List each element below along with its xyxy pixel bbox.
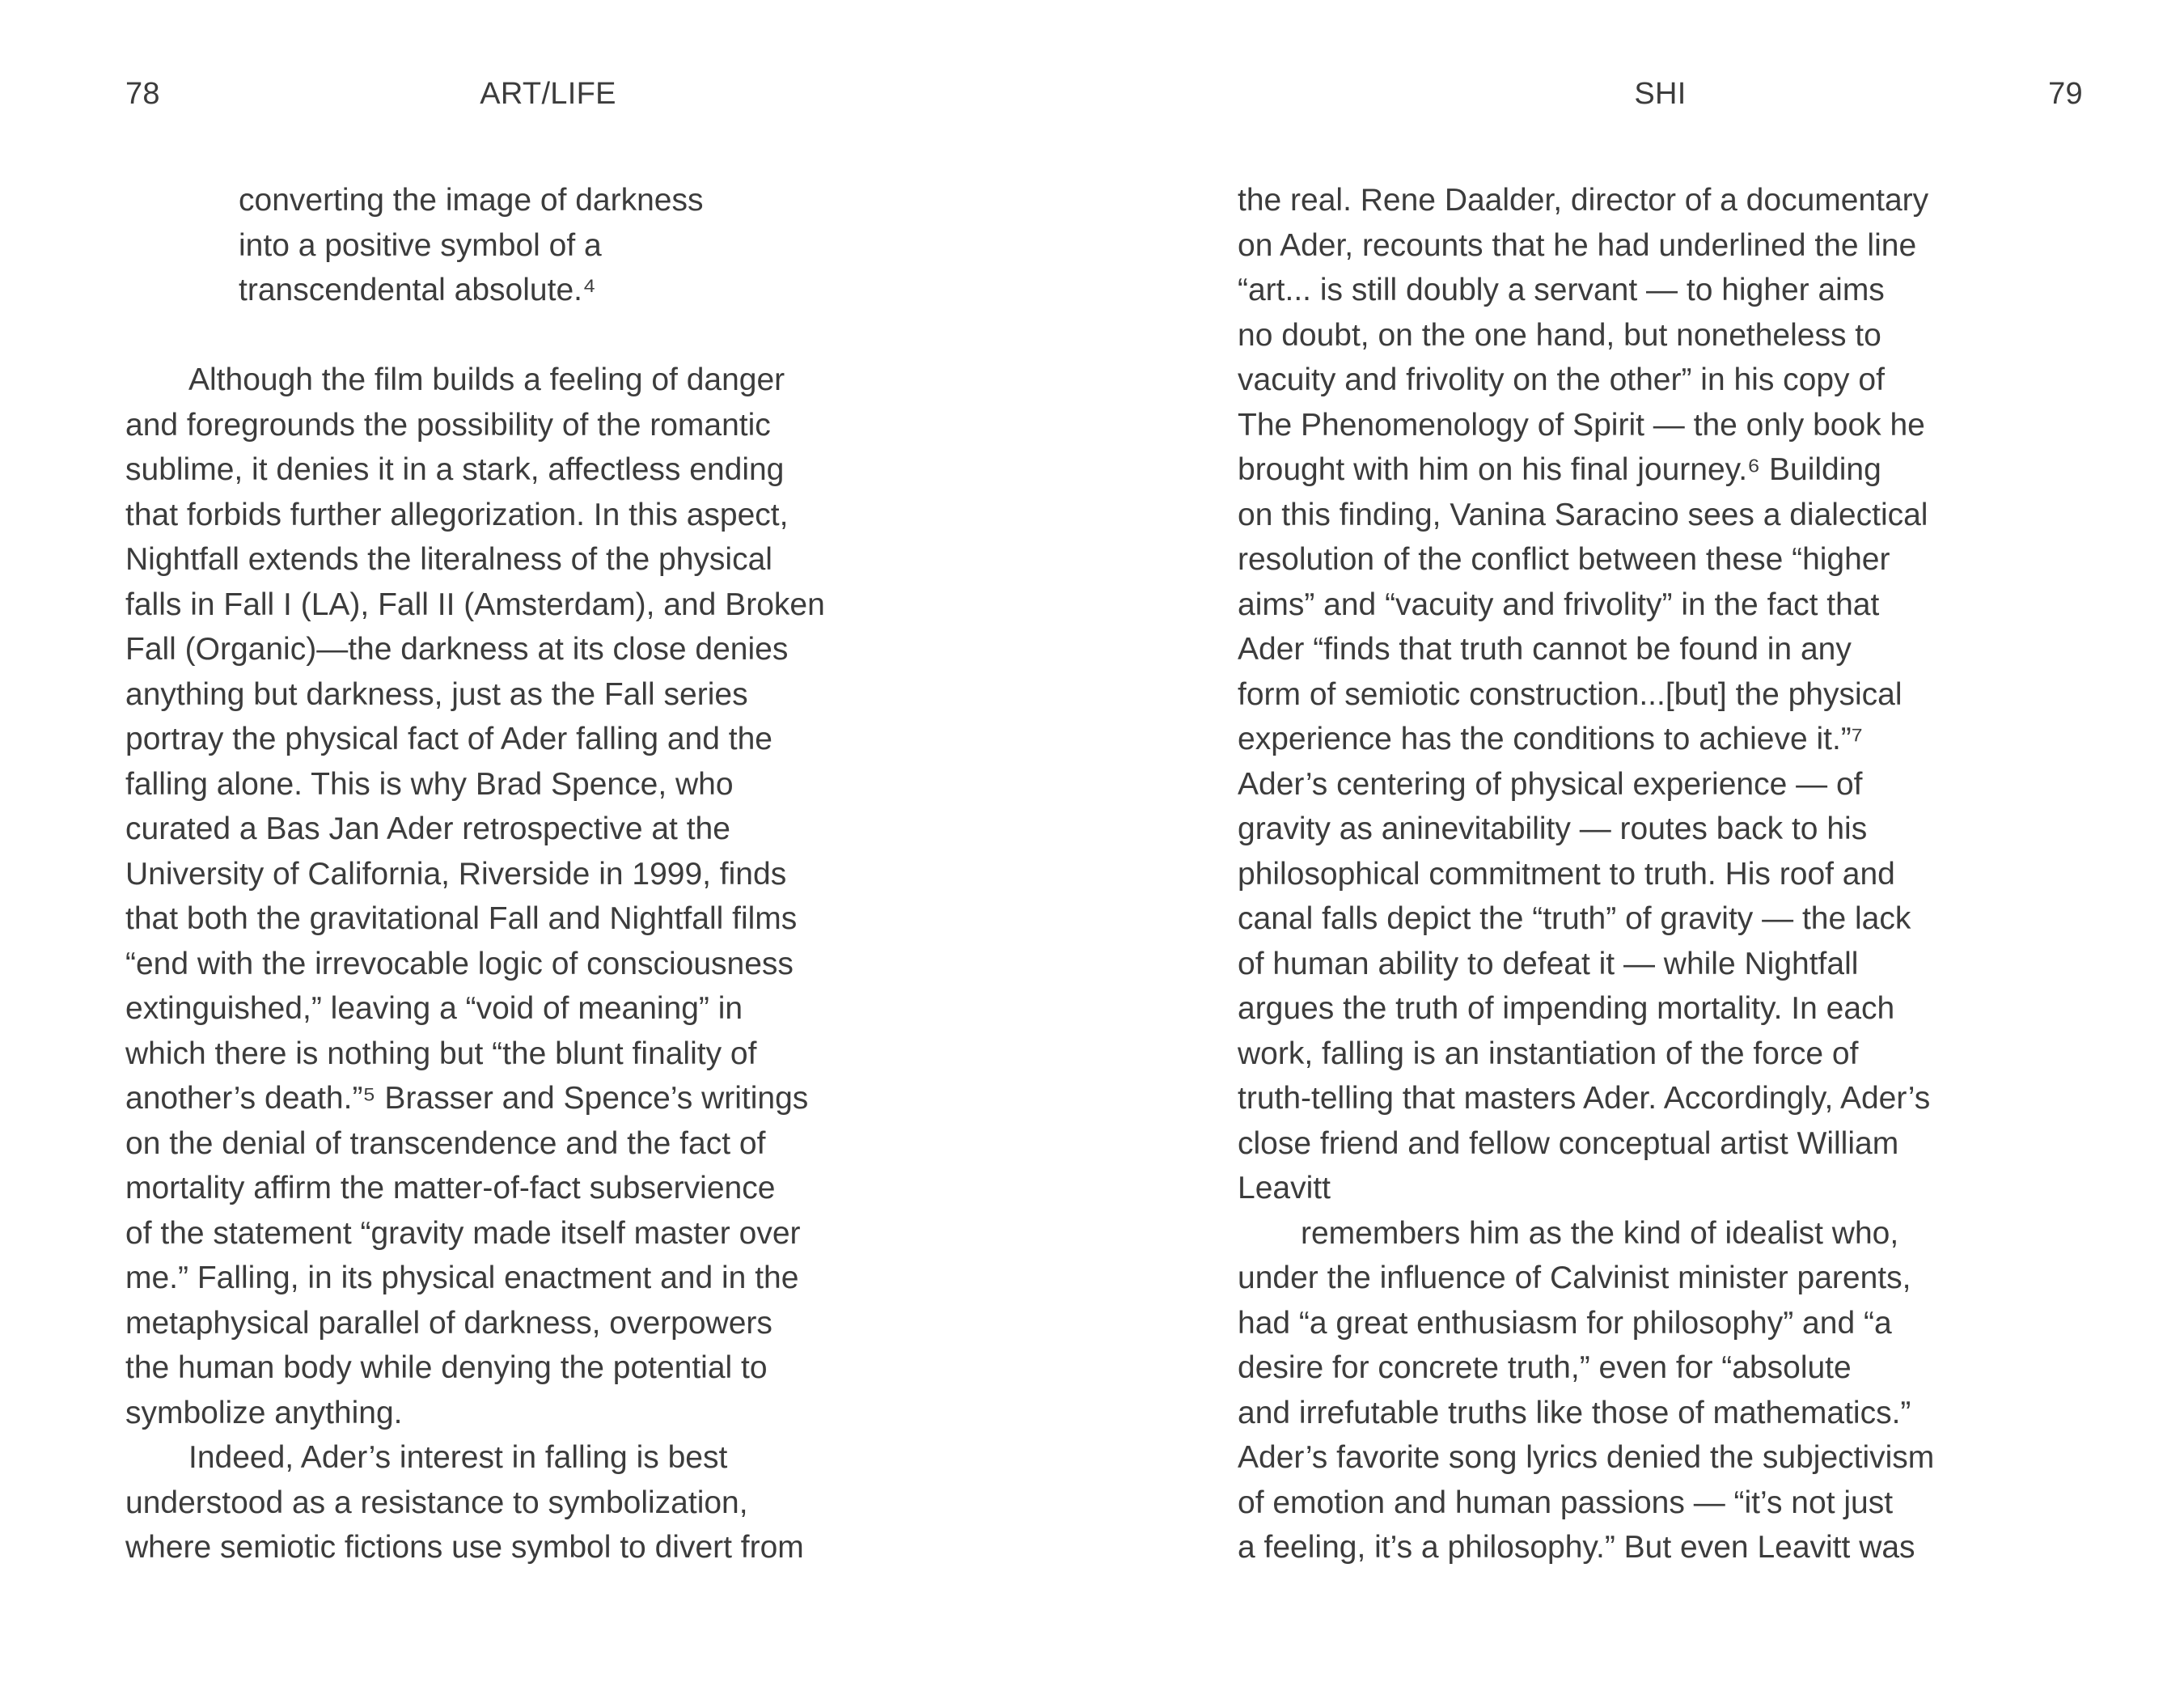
text-line: no doubt, on the one hand, but nonetheless to (1238, 317, 1881, 353)
text-line: Ader “finds that truth cannot be found in any (1238, 632, 1852, 667)
text-line: curated a Bas Jan Ader retrospective at the (125, 811, 730, 846)
text-line: which there is nothing but “the blunt finality of (125, 1036, 757, 1071)
text-line: Leavitt (1238, 1171, 1331, 1205)
text-line: anything but darkness, just as the Fall series (125, 676, 748, 712)
page-text-left (125, 178, 971, 1570)
text-line: portray the physical fact of Ader falling and the (125, 722, 772, 756)
text-line: Fall (Organic)—the darkness at its close denies (125, 632, 789, 667)
text-line: vacuity and frivolity on the other” in his copy of (1238, 362, 1885, 397)
text-line: brought with him on his final journey.⁶ Building (1238, 452, 1881, 487)
text-line: and foregrounds the possibility of the romantic (125, 407, 771, 443)
text-line: converting the image of darkness (239, 183, 704, 218)
paragraph (1238, 178, 2083, 1211)
page-header-right (1238, 77, 2083, 111)
text-line: of human ability to defeat it — while Nightfall (1238, 946, 1859, 981)
text-line: falling alone. This is why Brad Spence, who (125, 766, 734, 802)
text-line: symbolize anything. (125, 1395, 403, 1430)
text-line: form of semiotic construction...[but] the physical (1238, 676, 1903, 712)
text-line: on Ader, recounts that he had underlined the line (1238, 227, 1917, 263)
text-line: gravity as aninevitability — routes back to his (1238, 811, 1868, 846)
text-line: The Phenomenology of Spirit — the only book he (1238, 407, 1925, 443)
paragraph (125, 1435, 971, 1570)
text-line: experience has the conditions to achieve it.”⁷ (1238, 722, 1863, 756)
paragraph (125, 358, 971, 1435)
text-line: University of California, Riverside in 1999, finds (125, 856, 787, 892)
text-line: metaphysical parallel of darkness, overpowers (125, 1305, 772, 1341)
page-left (125, 77, 971, 1570)
text-line: falls in Fall I (LA), Fall II (Amsterdam), and Broken (125, 587, 825, 622)
text-line: Nightfall extends the literalness of the physical (125, 542, 772, 577)
text-line: Although the film builds a feeling of danger (125, 362, 785, 397)
text-line: aims” and “vacuity and frivolity” in the fact that (1238, 587, 1880, 622)
text-line: Ader’s favorite song lyrics denied the subjectivism (1238, 1440, 1935, 1475)
page-number-left: 78 (125, 77, 160, 111)
text-line: Indeed, Ader’s interest in falling is best (125, 1440, 728, 1475)
page-right (1238, 77, 2083, 1570)
text-line: mortality affirm the matter-of-fact subservience (125, 1171, 776, 1205)
text-line: that forbids further allegorization. In this aspect, (125, 497, 789, 532)
text-line: on the denial of transcendence and the fact of (125, 1125, 766, 1161)
text-line: under the influence of Calvinist minister parents, (1238, 1260, 1911, 1295)
paragraph (1238, 1211, 2083, 1570)
block-quote (239, 178, 971, 313)
text-line: where semiotic fictions use symbol to divert from (125, 1530, 804, 1565)
text-line: desire for concrete truth,” even for “absolute (1238, 1350, 1852, 1385)
running-head-right: SHI (1634, 77, 1687, 111)
text-line: canal falls depict the “truth” of gravity — the lack (1238, 901, 1911, 936)
text-line: “end with the irrevocable logic of consciousness (125, 946, 794, 981)
text-line: had “a great enthusiasm for philosophy” and “a (1238, 1305, 1892, 1341)
text-line: work, falling is an instantiation of the force of (1238, 1036, 1859, 1071)
text-line: that both the gravitational Fall and Nightfall films (125, 901, 798, 936)
text-line: Ader’s centering of physical experience — of (1238, 766, 1863, 802)
text-line: remembers him as the kind of idealist who, (1238, 1215, 1899, 1251)
running-head-left: ART/LIFE (480, 77, 616, 111)
text-line: into a positive symbol of a (239, 227, 602, 263)
text-line: sublime, it denies it in a stark, affectless ending (125, 452, 785, 487)
text-line: the real. Rene Daalder, director of a documentary (1238, 183, 1929, 218)
text-line: argues the truth of impending mortality. In each (1238, 991, 1895, 1026)
text-line: on this finding, Vanina Saracino sees a dialectical (1238, 497, 1928, 532)
page-text-right (1238, 178, 2083, 1570)
text-line: another’s death.”⁵ Brasser and Spence’s writings (125, 1081, 809, 1116)
text-line: transcendental absolute.⁴ (239, 273, 596, 307)
page-header-left (125, 77, 971, 111)
text-line: “art... is still doubly a servant — to higher aims (1238, 273, 1885, 307)
text-line: understood as a resistance to symbolization, (125, 1485, 748, 1520)
text-line: truth-telling that masters Ader. Accordingly, Ader’s (1238, 1081, 1931, 1116)
text-line: the human body while denying the potential to (125, 1350, 768, 1385)
text-line: resolution of the conflict between these “higher (1238, 542, 1890, 577)
page-number-right: 79 (2048, 77, 2083, 111)
text-line: extinguished,” leaving a “void of meaning” in (125, 991, 743, 1026)
text-line: and irrefutable truths like those of mathematics.” (1238, 1395, 1911, 1430)
text-line: me.” Falling, in its physical enactment and in the (125, 1260, 799, 1295)
text-line: of the statement “gravity made itself master over (125, 1215, 801, 1251)
text-line: a feeling, it’s a philosophy.” But even Leavitt was (1238, 1530, 1915, 1565)
text-line: philosophical commitment to truth. His roof and (1238, 856, 1895, 892)
text-line: of emotion and human passions — “it’s not just (1238, 1485, 1894, 1520)
text-line: close friend and fellow conceptual artist William (1238, 1125, 1899, 1161)
